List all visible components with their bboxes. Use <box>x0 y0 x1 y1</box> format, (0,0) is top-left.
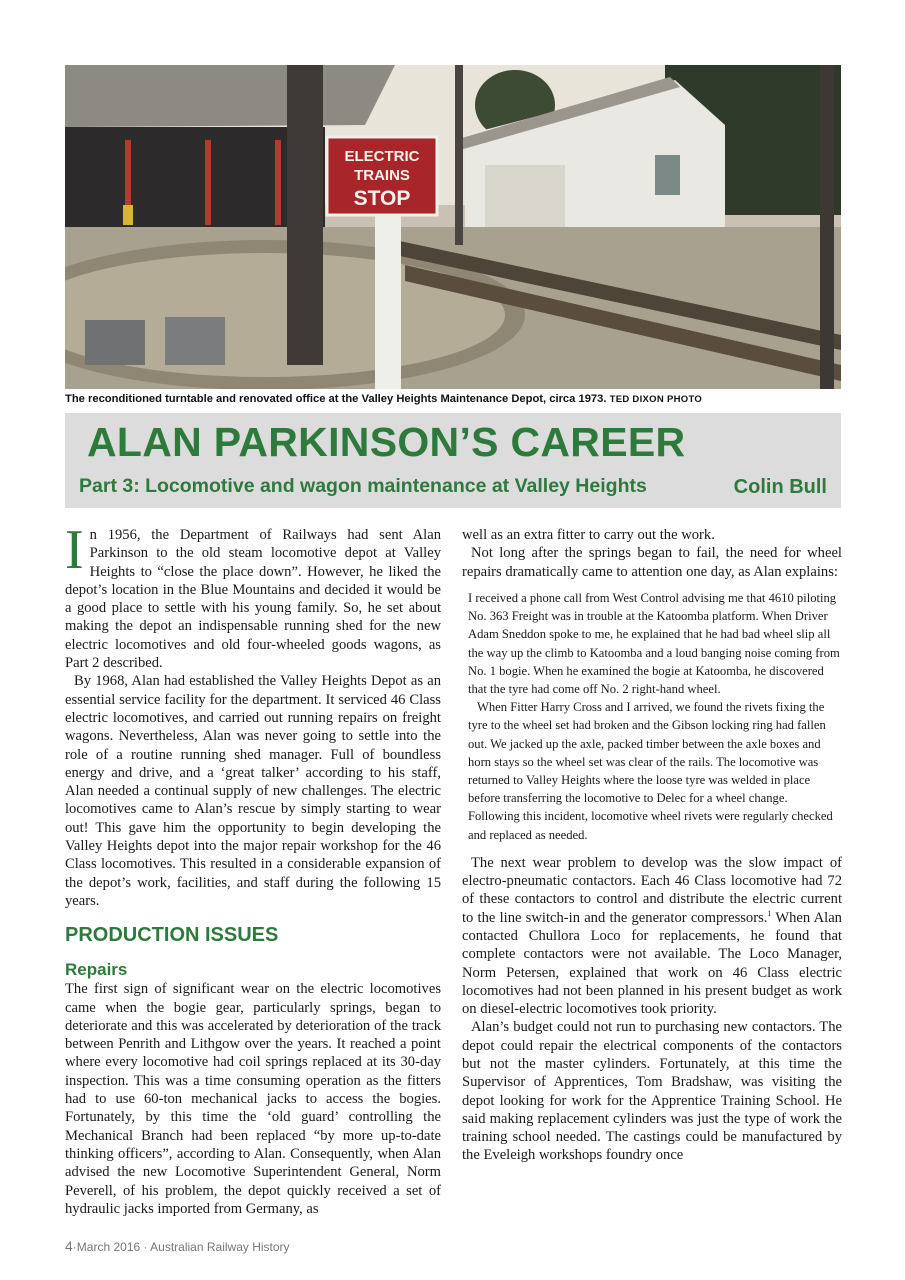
block-quote <box>468 589 842 844</box>
sign-line-2: TRAINS <box>354 167 410 184</box>
section-heading: PRODUCTION ISSUES <box>65 924 279 947</box>
footnote-ref: 1 <box>767 908 772 918</box>
photo-caption <box>65 393 841 405</box>
quote-paragraph-1: I received a phone call from West Control advising me that 4610 piloting No. 363 Freight was in trouble at the Katoomba platform. When Driver Adam Sneddon spoke to me, he explained that he had bad wheel slip all the way up the climb to Katoomba and a loud banging noise coming from No. 1 bogie. When he examined the bogie at Katoomba, he discovered that the tyre had come off No. 2 right-hand wheel. <box>468 590 840 696</box>
paragraph-6: Alan’s budget could not run to purchasing new contactors. The depot could repair the electrical components of the contactors but not the master cylinders. Fortunately, at this time the Supervisor of Apprentices, Tom Bradshaw, was visiting the depot looking for work for the Apprentice Training School. He said making replacement cylinders was just the type of work the training school needed. The castings could be manufactured by the Eveleigh workshops foundry once <box>462 1019 842 1164</box>
paragraph-5 <box>462 854 842 1019</box>
subsection-heading: Repairs <box>65 960 128 980</box>
paragraph-3-continued: well as an extra fitter to carry out the work. <box>462 527 715 543</box>
intro-paragraph <box>65 519 441 672</box>
right-column <box>462 526 842 1165</box>
article-subtitle: Part 3: Locomotive and wagon maintenance at Valley Heights <box>79 475 647 497</box>
photo-credit: TED DIXON PHOTO <box>609 394 703 405</box>
issue-info: ·March 2016 · Australian Railway History <box>72 1240 290 1254</box>
drop-cap: I <box>65 519 84 581</box>
article-photo <box>65 65 841 389</box>
quote-paragraph-2: When Fitter Harry Cross and I arrived, we found the rivets fixing the tyre to the wheel set had broken and the Gibson locking ring had fallen out. We jacked up the axle, packed timber between the axle boxes and horn stays so the wheel set was clear of the rails. The locomotive was returned to Valley Heights where the loose tyre was welded in place before transferring the locomotive to Delec for a wheel change. Following this incident, locomotive wheel rivets were regularly checked and replaced as needed. <box>468 700 833 842</box>
paragraph-2: By 1968, Alan had established the Valley Heights Depot as an essential service facility for the department. It serviced 46 Class electric locomotives, and carried out running repairs on freight wagons. Nevertheless, Alan was never going to settle into the role of a routine running shed manager. Full of boundless energy and drive, and a ‘great talker’ according to his staff, Alan needed a continual supply of new challenges. The electric locomotives came to Alan’s rescue by simply starting to wear out! This gave him the opportunity to begin developing the Valley Heights depot into the major repair workshop for the 46 Class locomotives. This resulted in a considerable expansion of the depot’s work, facilities, and staff during the following 15 years. <box>65 673 441 909</box>
page-footer <box>65 1238 290 1254</box>
depot-photo-illustration <box>65 65 841 389</box>
paragraph-4: Not long after the springs began to fail, the need for wheel repairs dramatically came to attention one day, as Alan explains: <box>462 545 842 580</box>
title-band <box>65 413 841 508</box>
page-number: 4 <box>65 1238 73 1254</box>
sign-line-1: ELECTRIC <box>344 148 420 165</box>
left-column <box>65 519 441 1218</box>
intro-text: n 1956, the Department of Railways had sent Alan Parkinson to the old steam locomotive depot at Valley Heights to “close the place down”. However, he liked the depot’s location in the Blue Mountains and decided it would be a good place to settle with his young family. So, he set about making the depot an indispensable running shed for the new electric locomotives and old four-wheeled goods wagons, as Part 2 described. <box>65 527 441 672</box>
caption-text: The reconditioned turntable and renovated office at the Valley Heights Maintenance Depot, circa 1973. <box>65 393 607 405</box>
article-title: ALAN PARKINSON’S CAREER <box>87 419 686 465</box>
sign-line-3: STOP <box>353 187 411 210</box>
paragraph-5b: When Alan contacted Chullora Loco for replacements, he found that complete contactors were not available. The Loco Manager, Norm Petersen, explained that work on 46 Class electric locomotives had not been planned in his present budget as work on diesel-electric locomotives took priority. <box>462 909 842 1018</box>
article-author: Colin Bull <box>733 476 827 498</box>
paragraph-5a: The next wear problem to develop was the slow impact of electro-pneumatic contactors. Each 46 Class locomotive had 72 of these contactors to control and distribute the electric current to the line switch-in and the generator compressors. <box>462 854 842 926</box>
paragraph-3: The first sign of significant wear on the electric locomotives came when the bogie gear, particularly springs, began to deteriorate and this was accelerated by deterioration of the track between Penrith and Lithgow over the years. It reached a point where every locomotive had coil springs replaced at its 30-day inspection. This was a time consuming operation as the fitters had to use 60-ton mechanical jacks to access the bogies. Fortunately, by this time the ‘old guard’ controlling the Mechanical Branch had been replaced “by more up-to-date thinking officers”, according to Alan. Consequently, when Alan advised the new Locomotive Superintendent General, Norm Peverell, of his problem, the depot quickly received a set of hydraulic jacks imported from Germany, as <box>65 981 441 1217</box>
